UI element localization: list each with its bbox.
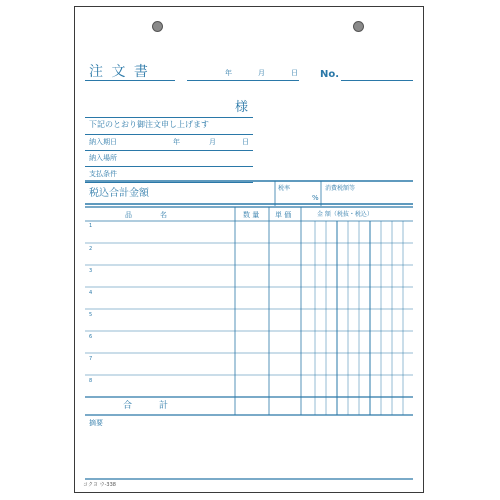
row-number-1: 1	[89, 223, 93, 229]
honorific-sama: 様	[235, 100, 249, 115]
delivery-place-label: 納入場所	[89, 154, 117, 162]
order-number-label: No.	[320, 69, 340, 80]
row-number-5: 5	[89, 312, 93, 318]
delivery-date-label: 納入期日	[89, 138, 117, 146]
header-day: 日	[291, 69, 298, 77]
table-total-label: 合 計	[123, 401, 169, 411]
tax-percent: %	[312, 194, 319, 202]
manufacturer-code: コクヨ ウ-338	[83, 482, 116, 488]
consumption-tax-label: 消費税額等	[325, 185, 356, 192]
table-grid	[75, 7, 425, 494]
column-unit-price: 単 価	[275, 211, 292, 219]
row-number-7: 7	[89, 356, 93, 362]
column-amount: 金 額（税抜・税込）	[317, 211, 373, 218]
row-number-8: 8	[89, 378, 93, 384]
column-item-name: 品 名	[125, 211, 167, 219]
delivery-date-day: 日	[242, 138, 249, 146]
order-intro-text: 下記のとおり御注文申し上げます	[89, 120, 209, 129]
row-number-4: 4	[89, 290, 93, 296]
column-quantity: 数 量	[243, 211, 260, 219]
delivery-date-year: 年	[173, 138, 180, 146]
form-title: 注 文 書	[89, 64, 150, 80]
header-month: 月	[258, 69, 265, 77]
tax-rate-label: 税率	[278, 185, 291, 192]
tax-total-label: 税込合計金額	[89, 188, 149, 199]
header-year: 年	[225, 69, 232, 77]
order-form-sheet	[74, 6, 424, 493]
row-number-6: 6	[89, 334, 93, 340]
row-number-3: 3	[89, 268, 93, 274]
row-number-2: 2	[89, 246, 93, 252]
payment-terms-label: 支払条件	[89, 170, 117, 178]
delivery-date-month: 月	[209, 138, 216, 146]
remarks-label: 摘要	[89, 419, 103, 427]
